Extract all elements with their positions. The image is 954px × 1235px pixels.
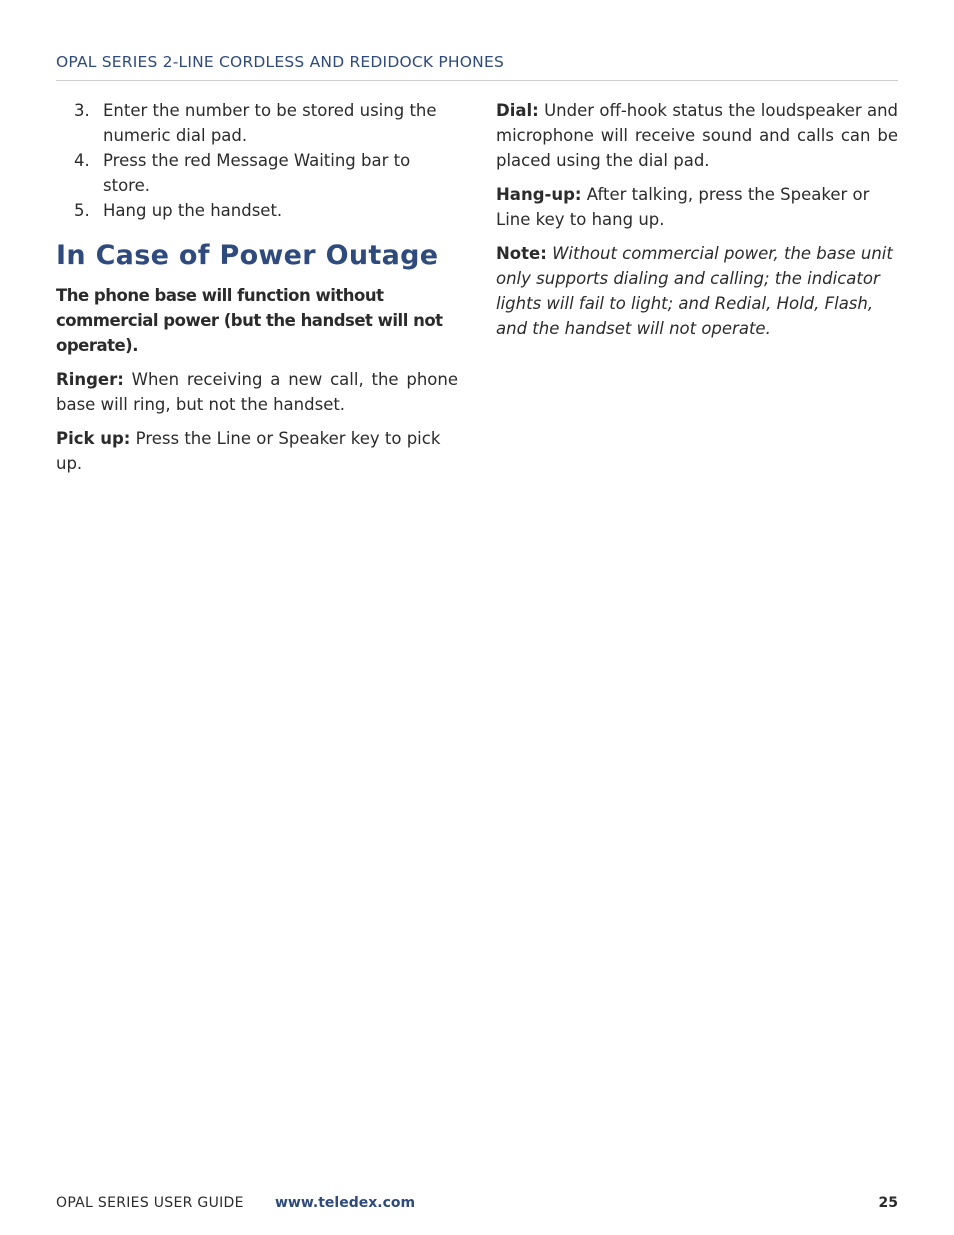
pickup-text: Press the Line or Speaker key to pick up.	[56, 429, 441, 473]
running-header: OPAL SERIES 2-LINE CORDLESS AND REDIDOCK PHONES	[56, 53, 505, 71]
list-item	[56, 198, 458, 223]
note-paragraph	[496, 241, 898, 341]
ringer-text: When receiving a new call, the phone base will ring, but not the handset.	[56, 370, 458, 414]
dial-term: Dial:	[496, 101, 539, 120]
ringer-term: Ringer:	[56, 370, 124, 389]
lead-paragraph: The phone base will function without commercial power (but the handset will not operate).	[56, 286, 443, 355]
step-number: 3.	[74, 101, 90, 120]
left-column	[56, 98, 458, 485]
page-number: 25	[878, 1195, 898, 1211]
page-footer	[56, 1195, 898, 1215]
right-column	[496, 98, 898, 350]
step-text: Press the red Message Waiting bar to store.	[103, 151, 411, 195]
dial-text: Under off-hook status the loudspeaker and microphone will receive sound and calls can be placed using the dial pad.	[496, 101, 899, 170]
steps-list	[56, 98, 458, 223]
list-item	[56, 148, 458, 198]
note-term: Note:	[496, 244, 547, 263]
step-number: 4.	[74, 151, 90, 170]
ringer-paragraph	[56, 367, 458, 417]
step-text: Enter the number to be stored using the numeric dial pad.	[103, 101, 437, 145]
dial-paragraph	[496, 98, 898, 173]
hangup-paragraph	[496, 182, 898, 232]
pickup-paragraph	[56, 426, 458, 476]
hangup-text: After talking, press the Speaker or Line key to hang up.	[496, 185, 870, 229]
step-text: Hang up the handset.	[103, 201, 283, 220]
footer-guide-title: OPAL SERIES USER GUIDE	[56, 1195, 244, 1211]
header-divider	[56, 80, 898, 81]
section-heading: In Case of Power Outage	[56, 240, 439, 271]
list-item	[56, 98, 458, 148]
note-text: Without commercial power, the base unit only supports dialing and calling; the indicator lights will fail to light; and Redial, Hold, Flash, and the handset will not operate.	[496, 244, 893, 338]
step-number: 5.	[74, 201, 90, 220]
hangup-term: Hang-up:	[496, 185, 582, 204]
pickup-term: Pick up:	[56, 429, 131, 448]
footer-url: www.teledex.com	[275, 1195, 416, 1211]
